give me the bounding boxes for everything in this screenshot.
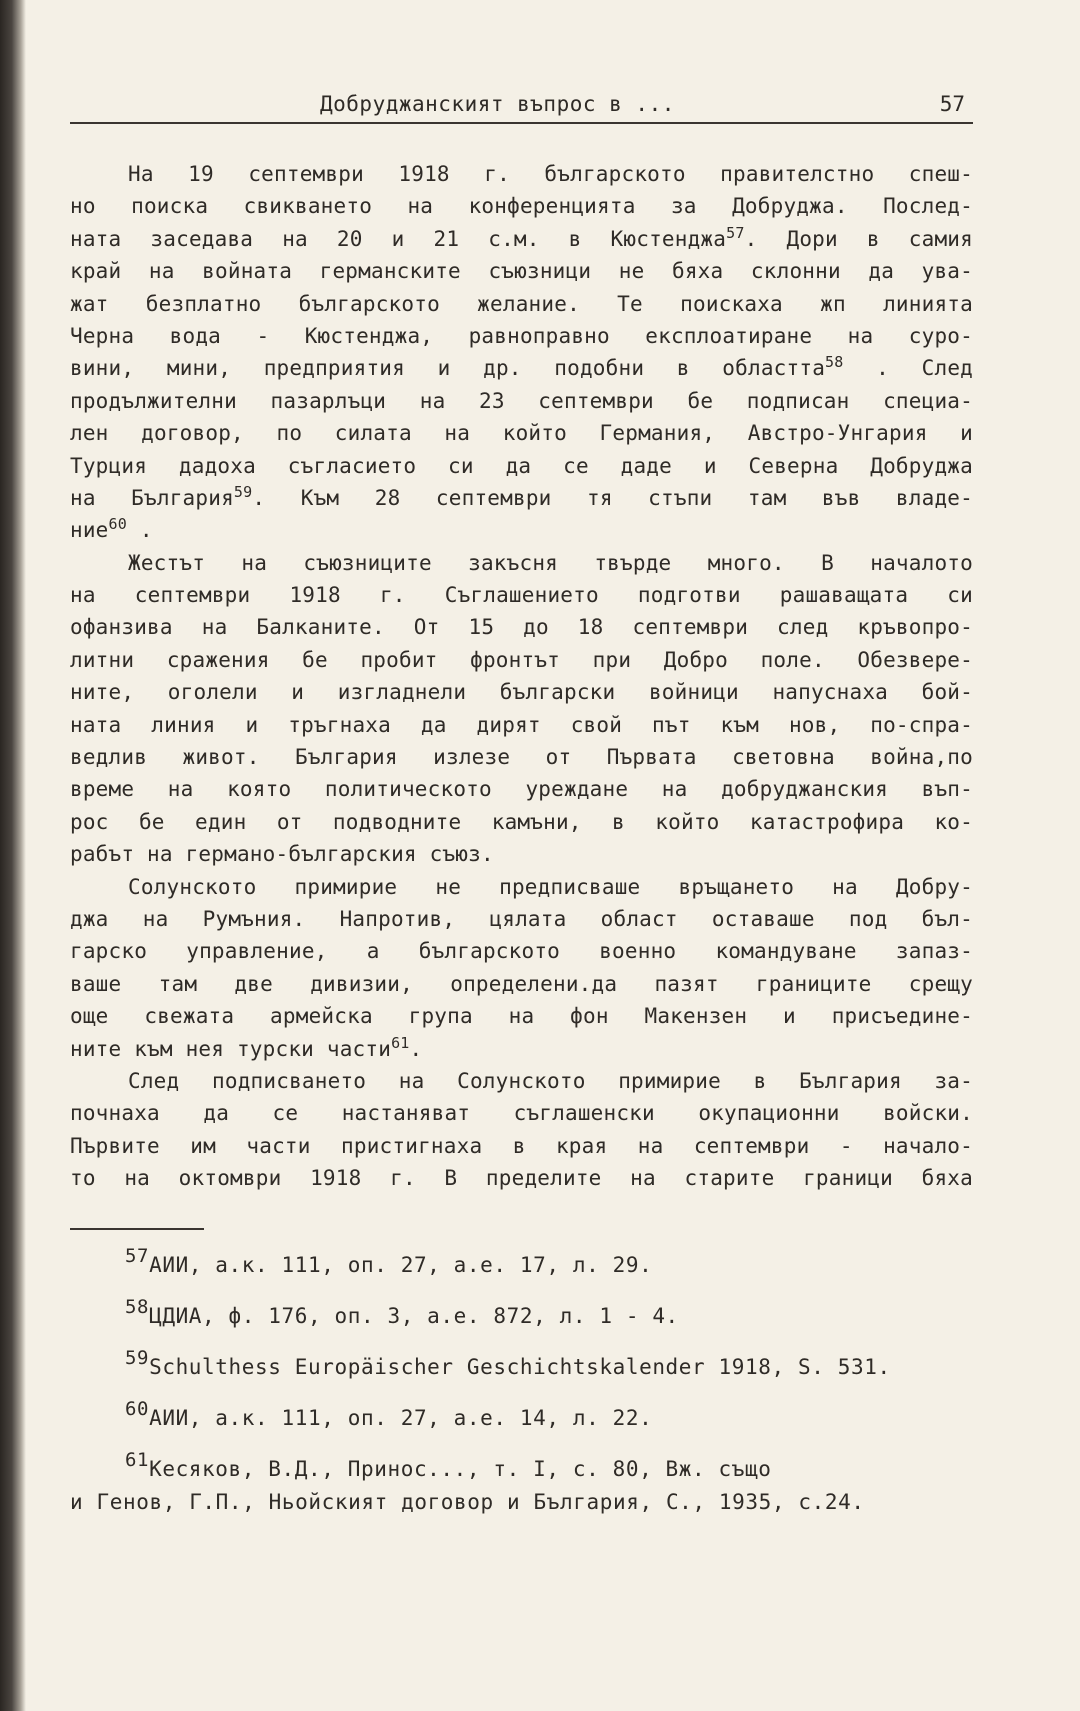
text-line: литни сражения бе пробит фронтът при Добро поле. Обезвере- (70, 647, 973, 672)
footnote-ref: 61 (391, 1033, 410, 1052)
text-line: Жестът на съюзниците закъсня твърде много. В началото (128, 550, 973, 575)
footnote-divider (70, 1228, 204, 1230)
body-text (70, 158, 973, 1195)
text-line: ните, оголели и изгладнели български войници напуснаха бой- (70, 680, 973, 705)
text-line: то на октомври 1918 г. В пределите на старите граници бяха (70, 1166, 973, 1191)
text-line: рабът на германо-българския съюз. (70, 842, 494, 867)
book-binding-shadow (0, 0, 26, 1711)
footnote-ref: 60 (108, 515, 127, 534)
footnotes (70, 1240, 973, 1528)
footnote: $^{59}$Schulthess Europäischer Geschichtskalender 1918, S. 531. (125, 1347, 891, 1379)
text-line: След подписването на Солунското примирие в България за- (128, 1068, 973, 1093)
book-page (70, 0, 974, 1711)
footnote-number: 57 (125, 1245, 150, 1267)
text-line: рос бе един от подводните камъни, в който катастрофира ко- (70, 809, 973, 834)
text-line: време на която политическото уреждане на добруджанския въп- (70, 777, 973, 802)
footnote-number: 60 (125, 1398, 150, 1420)
footnote: $^{60}$АИИ, а.к. 111, оп. 27, а.е. 14, л. 22. (125, 1398, 653, 1430)
text-line: на България$^{59}$. Към 28 септември тя стъпи там във владе- (70, 482, 973, 510)
text-line: Турция дадоха съгласието си да се даде и Северна Добруджа (70, 453, 973, 478)
text-line: на септември 1918 г. Съглашението подготви рашаващата си (70, 583, 973, 608)
text-line: На 19 септември 1918 г. българското правителстно спеш- (128, 162, 973, 186)
text-line: още свежата армейска група на фон Макензен и присъедине- (70, 1004, 973, 1029)
footnote: $^{61}$Кесяков, В.Д., Принос..., т. I, с. 80, Вж. също (125, 1449, 772, 1481)
footnote-ref: 59 (233, 482, 253, 501)
footnote-continuation: и Генов, Г.П., Ньойският договор и България, С., 1935, с.24. (70, 1490, 865, 1514)
text-line: лен договор, по силата на който Германия, Австро-Унгария и (70, 421, 973, 446)
text-line: но поиска свикването на конференцията за Добруджа. Послед- (70, 194, 973, 219)
text-line: ведлив живот. България излезе от Първата световна война,по (70, 745, 973, 770)
text-line: почнаха да се настаняват съглашенски окупационни войски. (70, 1101, 973, 1126)
text-line: ните към нея турски части$^{61}$. (70, 1033, 423, 1061)
text-line: офанзива на Балканите. От 15 до 18 септември след кръвопро- (70, 615, 973, 640)
footnote-number: 59 (125, 1347, 150, 1369)
text-line: жат безплатно българското желание. Те поискаха жп линията (70, 291, 973, 316)
footnote-number: 58 (125, 1296, 150, 1318)
text-line: продължителни пазарлъци на 23 септември бе подписан специа- (70, 388, 973, 413)
text-line: вини, мини, предприятия и др. подобни в областта$^{58}$ . След (70, 353, 974, 381)
text-line: Първите им части пристигнаха в края на септември - начало- (70, 1133, 973, 1158)
text-line: край на войната германските съюзници не бяха склонни да ува- (70, 259, 973, 284)
text-line: гарско управление, а българското военно командуване запаз- (70, 939, 973, 964)
running-header (70, 92, 973, 124)
page-number: 57 (939, 92, 965, 116)
text-line: джа на Румъния. Напротив, цялата област оставаше под бъл- (70, 906, 973, 931)
text-line: ние$^{60}$ . (70, 515, 153, 543)
footnote: $^{57}$АИИ, а.к. 111, оп. 27, а.е. 17, л. 29. (125, 1245, 653, 1277)
footnote-number: 61 (125, 1449, 150, 1471)
footnote-ref: 57 (726, 223, 745, 242)
running-title: Добруджанският въпрос в ... (320, 92, 675, 116)
text-line: ваше там две дивизии, определени.да пазят границите срещу (70, 971, 973, 996)
text-line: Солунското примирие не предписваше връщането на Добру- (128, 874, 973, 899)
text-line: ната линия и тръгнаха да дирят свой път към нов, по-спра- (70, 712, 973, 737)
footnote-ref: 58 (825, 353, 844, 372)
text-line: Черна вода - Кюстенджа, равноправно експлоатиране на суро- (70, 323, 973, 348)
footnote: $^{58}$ЦДИА, ф. 176, оп. 3, а.е. 872, л. 1 - 4. (125, 1296, 679, 1328)
text-line: ната заседава на 20 и 21 с.м. в Кюстенджа$^{57}$. Дори в самия (70, 223, 973, 251)
